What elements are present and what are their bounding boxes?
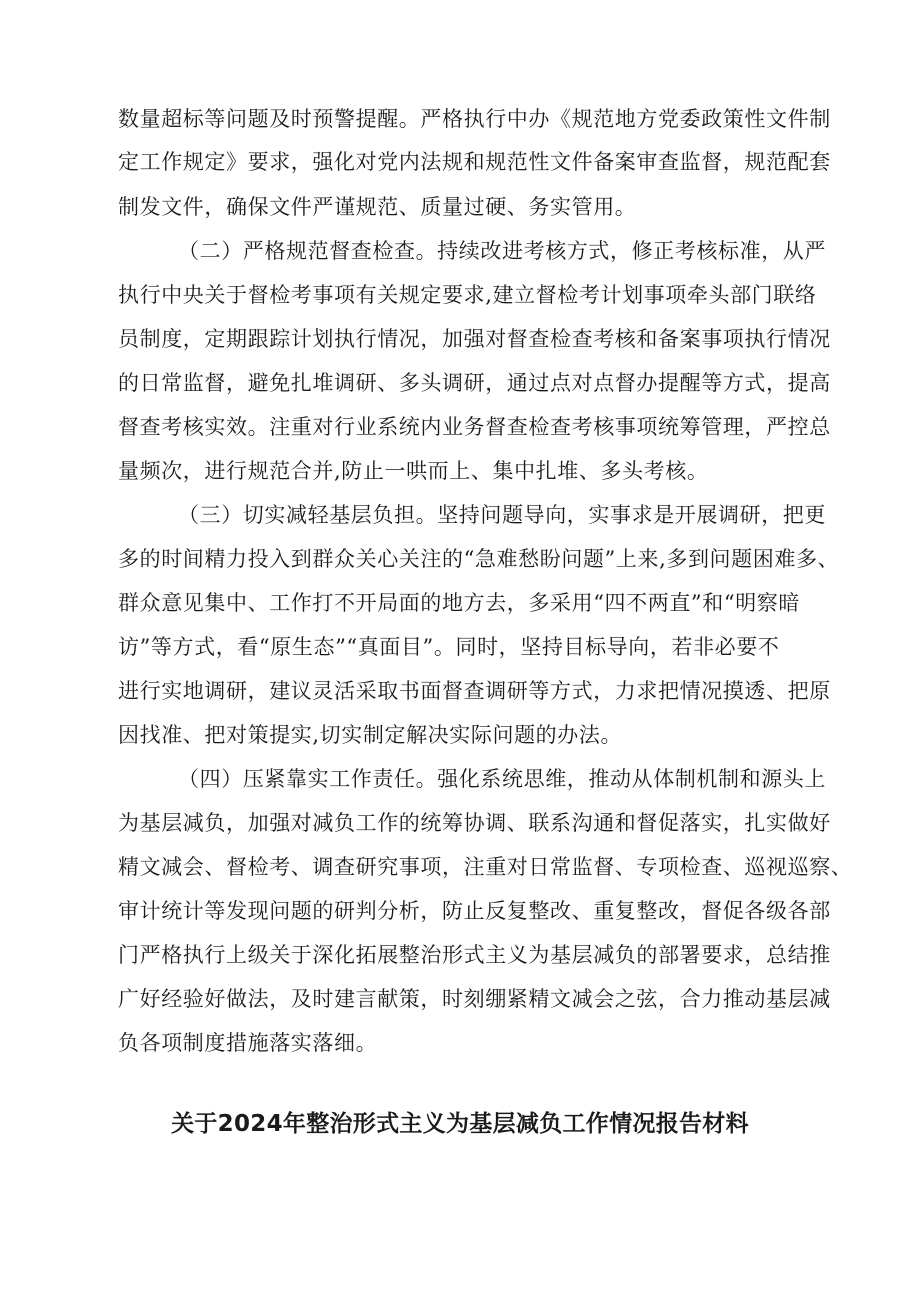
section-heading-line: （三）切实减轻基层负担。坚持问题导向，实事求是开展调研，把更 bbox=[178, 503, 826, 527]
document-title: 关于2024年整治形式主义为基层减负工作情况报告材料 bbox=[171, 1111, 749, 1137]
body-text-line: 精文减会、督检考、调查研究事项，注重对日常监督、专项检查、巡视巡察、 bbox=[118, 855, 853, 879]
body-text-line: 进行实地调研，建议灵活采取书面督查调研等方式，力求把情况摸透、把原 bbox=[118, 679, 831, 703]
body-text-line: 群众意见集中、工作打不开局面的地方去，多采用“四不两直”和“明察暗 bbox=[118, 591, 801, 615]
body-text-line: 量频次，进行规范合并,防止一哄而上、集中扎堆、多头考核。 bbox=[118, 459, 709, 483]
body-text-line: 的日常监督，避免扎堆调研、多头调研，通过点对点督办提醒等方式，提高 bbox=[118, 371, 831, 395]
body-text-line: 访”等方式，看“原生态”“真面目”。同时，坚持目标导向，若非必要不 bbox=[118, 635, 780, 659]
body-text-line: 广好经验好做法，及时建言献策，时刻绷紧精文减会之弦，合力推动基层减 bbox=[118, 987, 831, 1011]
section-heading-line: （四）压紧靠实工作责任。强化系统思维，推动从体制机制和源头上 bbox=[178, 767, 826, 791]
body-text-line: 因找准、把对策提实,切实制定解决实际问题的办法。 bbox=[118, 723, 623, 747]
body-text-line: 多的时间精力投入到群众关心关注的“急难愁盼问题”上来,多到问题困难多、 bbox=[118, 547, 840, 571]
body-text-line: 负各项制度措施落实落细。 bbox=[118, 1031, 378, 1055]
body-text-line: 审计统计等发现问题的研判分析，防止反复整改、重复整改，督促各级各部 bbox=[118, 899, 831, 923]
body-text-line: 员制度，定期跟踪计划执行情况，加强对督查检查考核和备案事项执行情况 bbox=[118, 327, 831, 351]
body-text-line: 门严格执行上级关于深化拓展整治形式主义为基层减负的部署要求，总结推 bbox=[118, 943, 831, 967]
body-text-line: 制发文件，确保文件严谨规范、质量过硬、务实管用。 bbox=[118, 195, 637, 219]
body-text-line: 督查考核实效。注重对行业系统内业务督查检查考核事项统筹管理，严控总 bbox=[118, 415, 831, 439]
section-heading-line: （二）严格规范督查检查。持续改进考核方式，修正考核标准，从严 bbox=[178, 239, 826, 263]
body-text-line: 执行中央关于督检考事项有关规定要求,建立督检考计划事项牵头部门联络 bbox=[118, 283, 817, 307]
body-text-line: 数量超标等问题及时预警提醒。严格执行中办《规范地方党委政策性文件制 bbox=[118, 107, 831, 131]
body-text-line: 为基层减负，加强对减负工作的统筹协调、联系沟通和督促落实，扎实做好 bbox=[118, 811, 831, 835]
body-text-line: 定工作规定》要求，强化对党内法规和规范性文件备案审查监督，规范配套 bbox=[118, 150, 831, 174]
